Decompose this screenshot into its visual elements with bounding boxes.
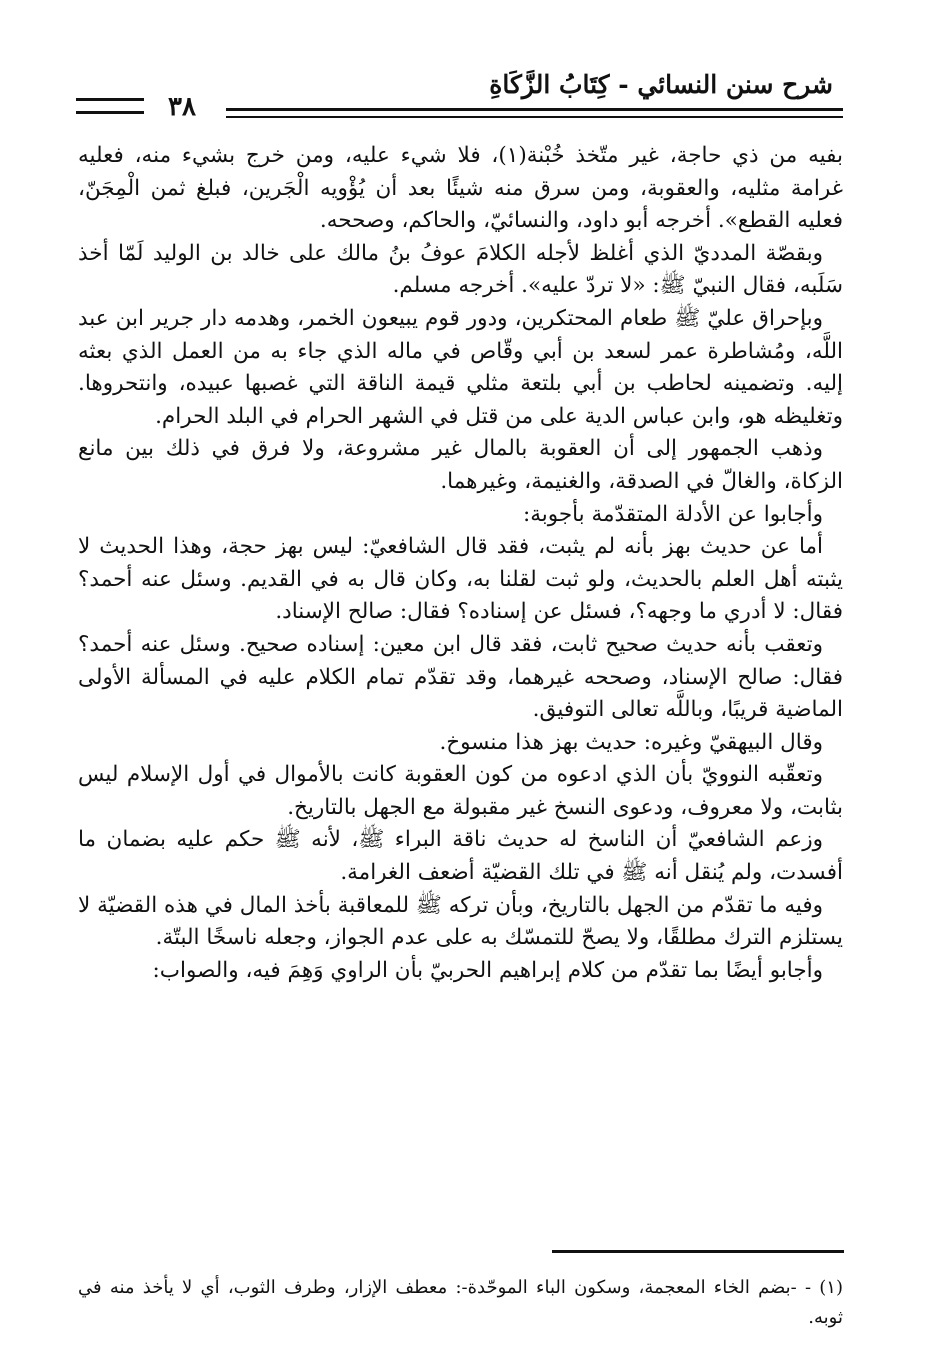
paragraph: وتعقّبه النوويّ بأن الذي ادعوه من كون العقوبة كانت بالأموال في أول الإسلام ليس بثابت، ولا معروف، ودعوى النسخ غير مقبولة مع الجهل بالتاريخ. <box>78 762 843 820</box>
paragraph: وأجابو أيضًا بما تقدّم من كلام إبراهيم الحربيّ بأن الراوي وَهِمَ فيه، والصواب: <box>152 957 823 983</box>
paragraph: بفيه من ذي حاجة، غير متّخذ خُبْنة(١)، فلا شيء عليه، ومن خرج بشيء منه، فعليه غرامة مثليه، والعقوبة، ومن سرق منه شيئًا بعد أن يُؤْويه الْجَرين، فبلغ ثمن الْمِجَنّ، فعليه القطع». أخرجه أبو داود، والنسائيّ، والحاكم، وصححه. <box>78 143 844 234</box>
paragraph: وفيه ما تقدّم من الجهل بالتاريخ، وبأن تركه ﷺ للمعاقبة بأخذ المال في هذه القضيّة لا يستلزم الترك مطلقًا، ولا يصحّ للتمسّك به على عدم الجواز، وجعله ناسخًا البتّة. <box>78 892 843 951</box>
header-rule <box>76 111 144 114</box>
footnote-separator <box>552 1250 844 1253</box>
page-number: ٣٨ <box>168 92 196 122</box>
footnote <box>78 1273 843 1333</box>
paragraph: وأجابوا عن الأدلة المتقدّمة بأجوبة: <box>522 501 823 527</box>
paragraph: وقال البيهقيّ وغيره: حديث بهز هذا منسوخ. <box>439 729 823 755</box>
paragraph: وبقصّة المدديّ الذي أغلظ لأجله الكلامَ عوفُ بنُ مالك على خالد بن الوليد لَمّا أخذ سَلَبه، فقال النبيّ ﷺ: «لا تردّ عليه». أخرجه مسلم. <box>78 240 843 299</box>
header-rule <box>76 98 144 101</box>
running-title: شرح سنن النسائي - كِتَابُ الزَّكَاةِ <box>489 70 833 99</box>
body-text <box>78 140 843 987</box>
paragraph: وتعقب بأنه حديث صحيح ثابت، فقد قال ابن معين: إسناده صحيح. وسئل عنه أحمد؟ فقال: صالح الإسناد، وصححه غيرهما، وقد تقدّم تمام الكلام عليه في المسألة الأولى الماضية قريبًا، وباللَّه تعالى التوفيق. <box>78 631 843 723</box>
paragraph: وذهب الجمهور إلى أن العقوبة بالمال غير مشروعة، ولا فرق في ذلك بين مانع الزكاة، والغالّ في الصدقة، والغنيمة، وغيرهما. <box>78 436 843 494</box>
page-header <box>76 62 843 124</box>
header-rule <box>226 116 843 118</box>
header-rule <box>226 108 843 111</box>
paragraph: وزعم الشافعيّ أن الناسخ له حديث ناقة البراء ﷺ، لأنه ﷺ حكم عليه بضمان ما أفسدت، ولم يُنقل أنه ﷺ في تلك القضيّة أضعف الغرامة. <box>78 827 843 886</box>
paragraph: وبإحراق عليّ ﷺ طعام المحتكرين، ودور قوم يبيعون الخمر، وهدمه دار جرير ابن عبد اللَّه، ومُشاطرة عمر لسعد بن أبي وقّاص في ماله الذي جاء به من العمل الذي بعثه إليه. وتضمينه لحاطب بن أبي بلتعة مثلي قيمة الناقة التي غصبها عبيده، وانتحروها. وتغليظه هو، وابن عباس الدية على من قتل في الشهر الحرام في البلد الحرام. <box>78 305 843 429</box>
footnote-text: (١) - -بضم الخاء المعجمة، وسكون الباء الموحّدة-: معطف الإزار، وطرف الثوب، أي لا يأخذ منه في ثوبه. <box>78 1277 843 1328</box>
paragraph: أما عن حديث بهز بأنه لم يثبت، فقد قال الشافعيّ: ليس بهز حجة، وهذا الحديث لا يثبته أهل العلم بالحديث، ولو ثبت لقلنا به، وكان قال به في القديم. وسئل عنه أحمد؟ فقال: لا أدري ما وجهه؟، فسئل عن إسناده؟ فقال: صالح الإسناد. <box>78 534 843 625</box>
